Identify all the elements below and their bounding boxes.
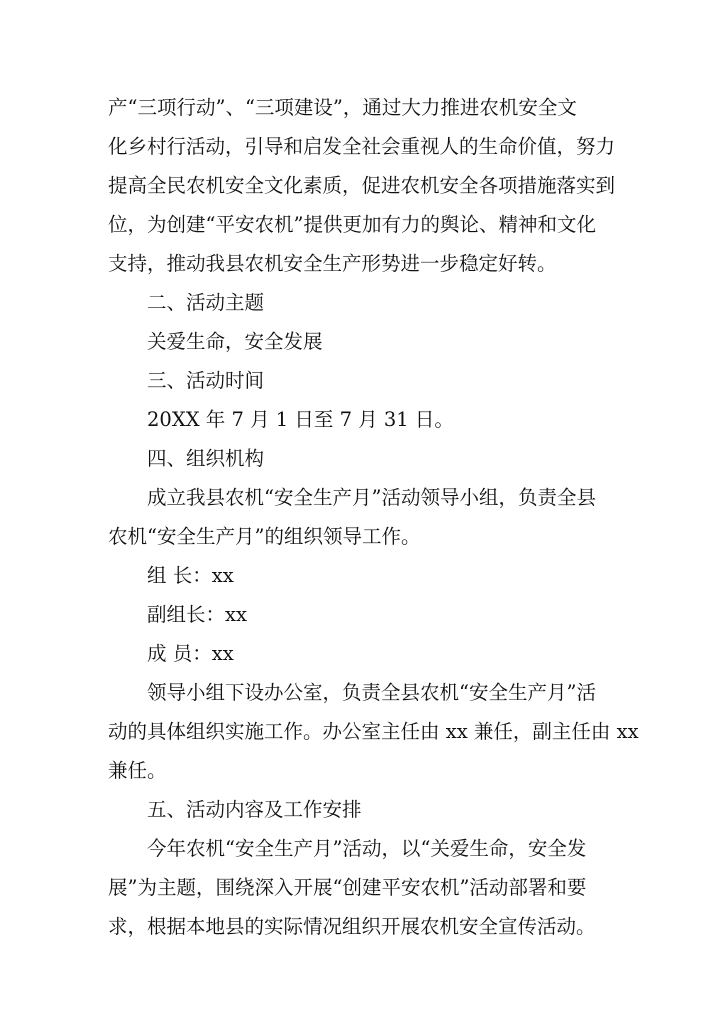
- text-line: 成 员：xx: [147, 642, 234, 665]
- text-line: 化乡村行活动，引导和启发全社会重视人的生命价值，努力: [108, 135, 616, 158]
- text-line: 五、活动内容及工作安排: [147, 798, 362, 821]
- text-line: 副组长：xx: [147, 603, 247, 626]
- document-body: [108, 88, 639, 946]
- text-line: 展”为主题，围绕深入开展“创建平安农机”活动部署和要: [108, 876, 587, 899]
- text-line: 兼任。: [108, 759, 167, 782]
- text-line: 位，为创建“平安农机”提供更加有力的舆论、精神和文化: [108, 213, 596, 236]
- text-line: 关爱生命，安全发展: [147, 330, 323, 353]
- text-line: 农机“安全生产月”的组织领导工作。: [108, 525, 421, 548]
- text-line: 产“三项行动”、“三项建设”，通过大力推进农机安全文: [108, 96, 577, 119]
- text-line: 20XX 年 7 月 1 日至 7 月 31 日。: [147, 408, 454, 431]
- text-line: 动的具体组织实施工作。办公室主任由 xx 兼任，副主任由 xx: [108, 720, 639, 743]
- text-line: 提高全民农机安全文化素质，促进农机安全各项措施落实到: [108, 174, 616, 197]
- text-line: 支持，推动我县农机安全生产形势进一步稳定好转。: [108, 252, 557, 275]
- text-line: 组 长：xx: [147, 564, 234, 587]
- text-line: 三、活动时间: [147, 369, 265, 392]
- text-line: 领导小组下设办公室，负责全县农机“安全生产月”活: [147, 681, 596, 704]
- text-line: 今年农机“安全生产月”活动，以“关爱生命，安全发: [147, 837, 587, 860]
- text-line: 二、活动主题: [147, 291, 265, 314]
- text-line: 四、组织机构: [147, 447, 265, 470]
- text-line: 成立我县农机“安全生产月”活动领导小组，负责全县: [147, 486, 596, 509]
- text-line: 求，根据本地县的实际情况组织开展农机安全宣传活动。: [108, 915, 596, 938]
